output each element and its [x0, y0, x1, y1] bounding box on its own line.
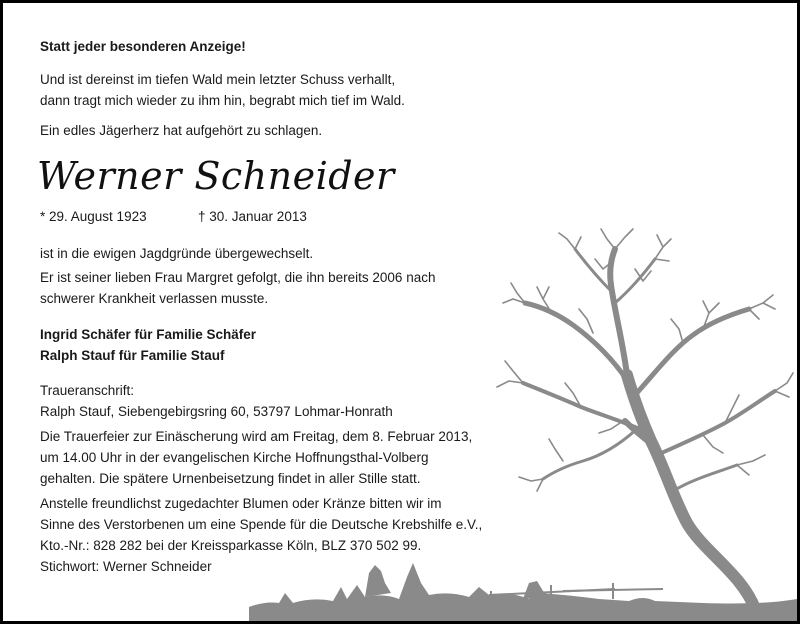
- message-line-3: schwerer Krankheit verlassen musste.: [40, 291, 269, 306]
- motto: Ein edles Jägerherz hat aufgehört zu schlagen.: [40, 123, 323, 138]
- donation-line-4: Stichwort: Werner Schneider: [40, 559, 212, 574]
- deceased-name: Werner Schneider: [37, 154, 395, 198]
- address-label: Traueranschrift:: [40, 383, 135, 398]
- donation-line-1: Anstelle freundlichst zugedachter Blumen oder Kränze bitten wir im: [40, 496, 442, 511]
- ceremony-line-2: um 14.00 Uhr in der evangelischen Kirche Hoffnungsthal-Volberg: [40, 450, 429, 465]
- donation-line-2: Sinne des Verstorbenen um eine Spende für die Deutsche Krebshilfe e.V.,: [40, 517, 483, 532]
- poem-line-1: Und ist dereinst im tiefen Wald mein letzter Schuss verhallt,: [40, 72, 396, 87]
- address-value: Ralph Stauf, Siebengebirgsring 60, 53797 Lohmar-Honrath: [40, 404, 393, 419]
- bare-tree-illustration-icon: [497, 229, 793, 609]
- donation-line-3: Kto.-Nr.: 828 282 bei der Kreissparkasse Köln, BLZ 370 502 99.: [40, 538, 422, 553]
- mourner-2: Ralph Stauf für Familie Stauf: [40, 348, 225, 363]
- notice-heading: Statt jeder besonderen Anzeige!: [40, 39, 246, 54]
- message-line-2: Er ist seiner lieben Frau Margret gefolgt, die ihn bereits 2006 nach: [40, 270, 436, 285]
- meadow-silhouette-icon: [249, 563, 797, 621]
- death-date: † 30. Januar 2013: [198, 209, 307, 224]
- birth-date: * 29. August 1923: [40, 209, 147, 224]
- message-line-1: ist in die ewigen Jagdgründe übergewechselt.: [40, 246, 314, 261]
- ceremony-line-3: gehalten. Die spätere Urnenbeisetzung findet in aller Stille statt.: [40, 471, 421, 486]
- mourner-1: Ingrid Schäfer für Familie Schäfer: [40, 327, 257, 342]
- poem-line-2: dann tragt mich wieder zu ihm hin, begrabt mich tief im Wald.: [40, 93, 405, 108]
- ceremony-line-1: Die Trauerfeier zur Einäscherung wird am Freitag, dem 8. Februar 2013,: [40, 429, 473, 444]
